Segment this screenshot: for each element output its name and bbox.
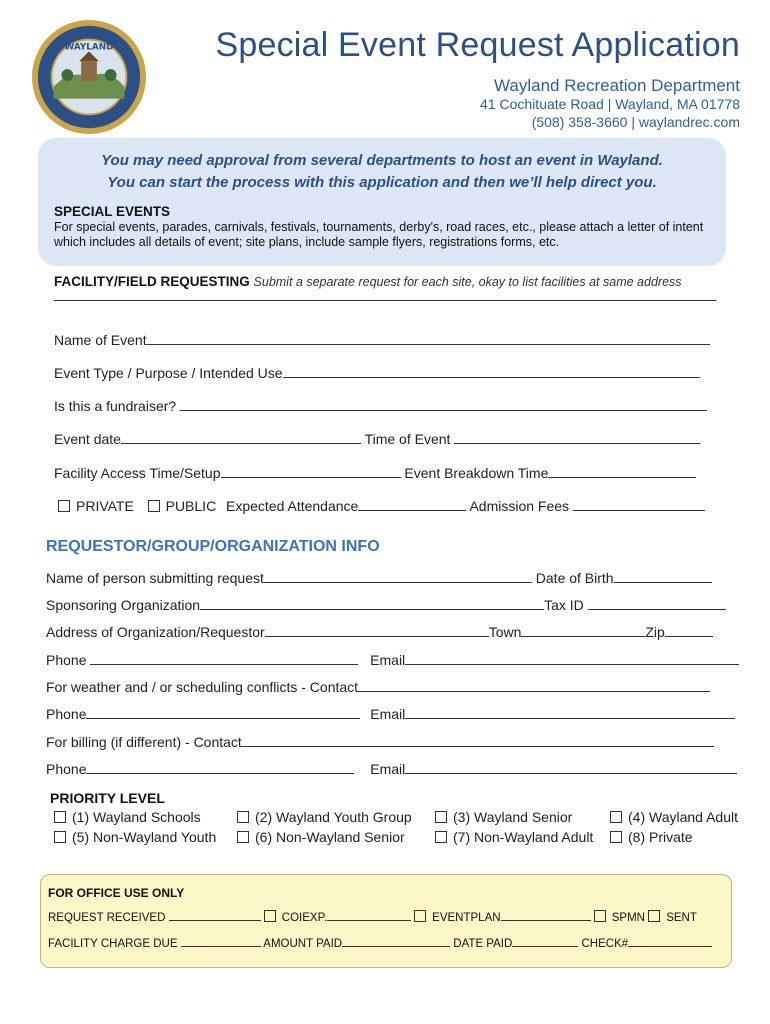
priority-option-2[interactable]: [237, 809, 412, 825]
priority-option-7[interactable]: [435, 829, 593, 845]
phone-input[interactable]: [86, 761, 354, 774]
weather-contact-row: [46, 679, 710, 695]
email-input[interactable]: [405, 761, 737, 774]
event-date-input[interactable]: [121, 431, 361, 444]
priority-option-4[interactable]: [610, 809, 738, 825]
sent-checkbox[interactable]: [648, 910, 660, 922]
page-title: Special Event Request Application: [215, 26, 740, 64]
notice-line-2: You can start the process with this application and then we’ll help direct you.: [107, 174, 657, 191]
private-label: PRIVATE: [76, 498, 134, 514]
facility-heading-label: FACILITY/FIELD REQUESTING: [54, 274, 250, 289]
email-input[interactable]: [405, 706, 735, 719]
department-name: Wayland Recreation Department: [494, 76, 740, 95]
special-events-heading: SPECIAL EVENTS: [54, 204, 171, 219]
event-type-label: Event Type / Purpose / Intended Use: [54, 365, 283, 381]
phone-email-row-2: [46, 706, 735, 722]
priority-checkbox[interactable]: [54, 831, 66, 843]
office-row-2: [48, 936, 712, 950]
priority-label: (3) Wayland Senior: [453, 809, 573, 825]
address-label: Address of Organization/Requestor: [46, 624, 265, 640]
town-input[interactable]: [521, 624, 645, 637]
spmn-checkbox[interactable]: [594, 910, 606, 922]
priority-heading: PRIORITY LEVEL: [50, 790, 165, 806]
event-name-input[interactable]: [147, 332, 710, 345]
priority-checkbox[interactable]: [435, 811, 447, 823]
phone-label: Phone: [46, 706, 87, 722]
spmn-label: SPMN: [611, 912, 645, 924]
priority-checkbox[interactable]: [610, 811, 622, 823]
access-type-field: [58, 498, 216, 514]
office-use-heading: FOR OFFICE USE ONLY: [48, 886, 185, 900]
zip-label: Zip: [645, 624, 665, 640]
priority-checkbox[interactable]: [435, 831, 447, 843]
priority-option-6[interactable]: [237, 829, 405, 845]
weather-contact-label: For weather and / or scheduling conflicts - Contact: [46, 679, 359, 695]
dob-input[interactable]: [614, 570, 712, 583]
priority-label: (8) Private: [628, 829, 693, 845]
priority-option-1[interactable]: [54, 809, 201, 825]
fundraiser-label: Is this a fundraiser?: [54, 398, 177, 414]
phone-input[interactable]: [86, 706, 360, 719]
time-of-event-input[interactable]: [454, 431, 700, 444]
coi-checkbox[interactable]: [264, 910, 276, 922]
priority-option-8[interactable]: [610, 829, 693, 845]
event-plan-checkbox[interactable]: [414, 910, 426, 922]
tax-id-input[interactable]: [588, 597, 726, 610]
priority-label: (6) Non-Wayland Senior: [255, 829, 405, 845]
request-received-label: REQUEST RECEIVED: [48, 912, 166, 924]
town-label: Town: [488, 624, 522, 640]
private-checkbox[interactable]: [58, 500, 70, 512]
sponsor-label: Sponsoring Organization: [46, 597, 201, 613]
phone-label: Phone: [46, 761, 87, 777]
department-contact: (508) 358-3660 | waylandrec.com: [531, 114, 740, 130]
phone-email-row-3: [46, 761, 737, 777]
weather-contact-input[interactable]: [358, 679, 710, 692]
seal-text: WAYLAND: [64, 42, 114, 53]
coi-label: COIEXP.: [281, 912, 327, 924]
date-paid-input[interactable]: [512, 936, 578, 947]
attendance-input[interactable]: [358, 498, 466, 511]
priority-label: (4) Wayland Adult: [628, 809, 738, 825]
request-received-input[interactable]: [169, 910, 261, 921]
event-plan-label: EVENTPLAN: [432, 912, 501, 924]
event-type-input[interactable]: [283, 365, 700, 378]
coi-input[interactable]: [327, 910, 411, 921]
event-name-label: Name of Event: [54, 332, 147, 348]
sponsor-row: [46, 597, 726, 613]
priority-label: (2) Wayland Youth Group: [255, 809, 412, 825]
email-label: Email: [370, 706, 406, 722]
billing-contact-row: [46, 734, 714, 750]
event-plan-input[interactable]: [501, 910, 591, 921]
access-time-field: [54, 465, 696, 481]
facility-note: Submit a separate request for each site, okay to list facilities at same address: [253, 275, 682, 289]
address-row: [46, 624, 713, 640]
sponsor-input[interactable]: [200, 597, 544, 610]
priority-option-5[interactable]: [54, 829, 216, 845]
priority-checkbox[interactable]: [54, 811, 66, 823]
breakdown-time-input[interactable]: [548, 465, 696, 478]
billing-contact-input[interactable]: [242, 734, 714, 747]
access-time-input[interactable]: [221, 465, 401, 478]
dob-label: Date of Birth: [535, 570, 614, 586]
email-label: Email: [370, 652, 406, 668]
requestor-heading: REQUESTOR/GROUP/ORGANIZATION INFO: [46, 538, 380, 555]
check-input[interactable]: [628, 936, 712, 947]
billing-contact-label: For billing (if different) - Contact: [46, 734, 242, 750]
access-time-label: Facility Access Time/Setup: [54, 465, 221, 481]
facility-heading: [54, 274, 682, 289]
check-label: CHECK#: [581, 938, 629, 950]
attendance-field: [226, 498, 705, 514]
email-input[interactable]: [405, 652, 739, 665]
facility-charge-input[interactable]: [181, 936, 261, 947]
facility-charge-label: FACILITY CHARGE DUE: [48, 938, 178, 950]
breakdown-time-label: Event Breakdown Time: [404, 465, 549, 481]
phone-input[interactable]: [90, 652, 358, 665]
fundraiser-input[interactable]: [180, 398, 707, 411]
priority-label: (7) Non-Wayland Adult: [453, 829, 594, 845]
attendance-label: Expected Attendance: [226, 498, 359, 514]
priority-checkbox[interactable]: [237, 831, 249, 843]
admission-fees-input[interactable]: [573, 498, 705, 511]
priority-option-3[interactable]: [435, 809, 572, 825]
phone-label: Phone: [46, 652, 87, 668]
priority-checkbox[interactable]: [237, 811, 249, 823]
priority-checkbox[interactable]: [610, 831, 622, 843]
event-type-field: [54, 365, 700, 381]
public-checkbox[interactable]: [148, 500, 160, 512]
event-date-label: Event date: [54, 431, 121, 447]
phone-email-row-1: [46, 652, 739, 668]
event-name-field: [54, 332, 710, 348]
special-events-body: For special events, parades, carnivals, festivals, tournaments, derby's, road races, etc., please attach a letter of intent which includes all details of event; site plans, include sample flyers, registrations forms, etc.: [54, 220, 704, 249]
notice-line-1: You may need approval from several departments to host an event in Wayland.: [101, 152, 663, 169]
department-address: 41 Cochituate Road | Wayland, MA 01778: [480, 96, 740, 112]
facility-input-line[interactable]: [54, 300, 716, 301]
requestor-name-input[interactable]: [264, 570, 532, 583]
amount-paid-input[interactable]: [342, 936, 450, 947]
date-paid-label: DATE PAID: [453, 938, 513, 950]
priority-label: (1) Wayland Schools: [72, 809, 201, 825]
tax-id-label: Tax ID: [544, 597, 584, 613]
time-of-event-label: Time of Event: [364, 431, 451, 447]
requestor-name-row: [46, 570, 712, 586]
public-label: PUBLIC: [165, 498, 217, 514]
fundraiser-field: [54, 398, 707, 414]
admission-fees-label: Admission Fees: [469, 498, 570, 514]
address-input[interactable]: [265, 624, 489, 637]
priority-label: (5) Non-Wayland Youth: [72, 829, 217, 845]
requestor-name-label: Name of person submitting request: [46, 570, 264, 586]
sent-label: SENT: [666, 912, 697, 924]
town-seal-logo: [30, 18, 148, 136]
zip-input[interactable]: [665, 624, 713, 637]
event-date-field: [54, 431, 700, 447]
amount-paid-label: AMOUNT PAID: [263, 938, 343, 950]
email-label: Email: [370, 761, 406, 777]
office-row-1: [48, 910, 697, 924]
